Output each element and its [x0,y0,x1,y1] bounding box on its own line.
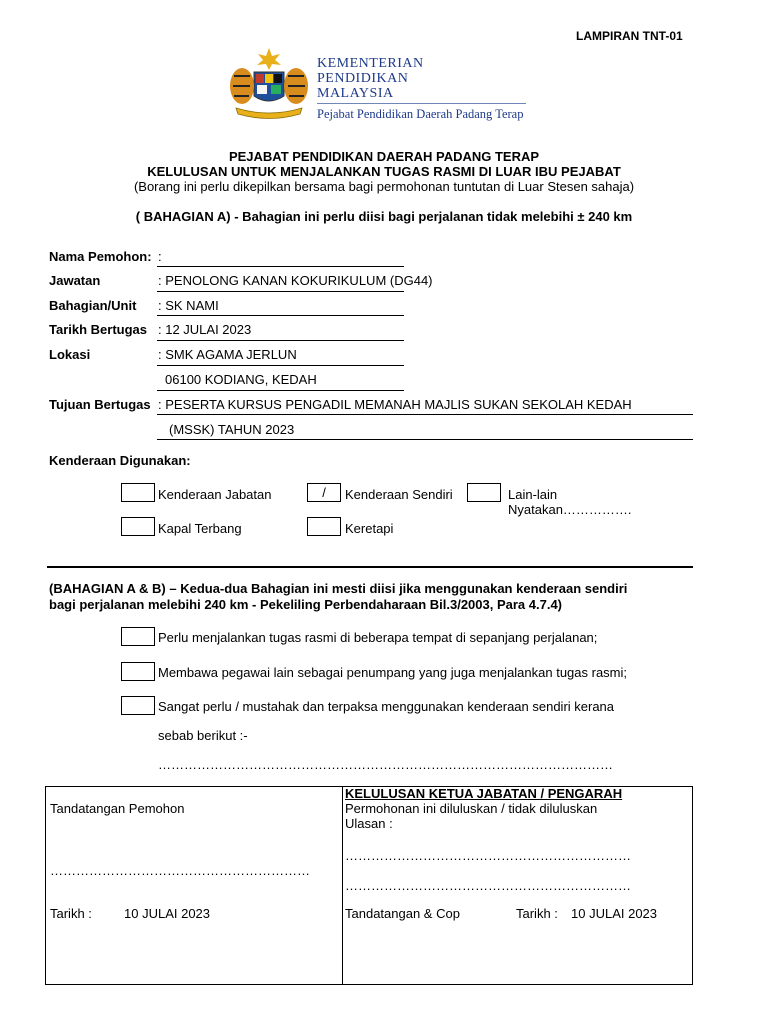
option2-checkbox[interactable] [121,662,155,681]
tarikh-bertugas-field[interactable]: : 12 JULAI 2023 [158,322,252,337]
checkmark: / [322,485,326,500]
approval-status: Permohonan ini diluluskan / tidak diluluskan [345,801,598,816]
vehicle-jabatan-label: Kenderaan Jabatan [158,487,272,502]
tarikh-underline [157,340,404,341]
option3-label: Sangat perlu / mustahak dan terpaksa menggunakan kenderaan sendiri kerana [158,699,615,714]
vehicle-lain-checkbox[interactable] [467,483,501,502]
tujuan-field[interactable]: : PESERTA KURSUS PENGADIL MEMANAH MAJLIS SUKAN SEKOLAH KEDAH [158,397,632,412]
signature-divider [342,787,343,984]
form-subtitle: (Borang ini perlu dikepilkan bersama bagi permohonan tuntutan di Luar Stesen sahaja) [133,179,635,194]
approval-heading: KELULUSAN KETUA JABATAN / PENGARAH [345,786,623,801]
lokasi-underline [157,365,404,366]
lokasi-field-line2[interactable]: 06100 KODIANG, KEDAH [165,372,317,387]
appendix-code: LAMPIRAN TNT-01 [576,29,683,43]
option1-label: Perlu menjalankan tugas rasmi di beberapa tempat di sepanjang perjalanan; [158,630,598,645]
vehicle-lain-specify[interactable]: Nyatakan……………. [508,502,632,517]
option3-checkbox[interactable] [121,696,155,715]
vehicle-jabatan-checkbox[interactable] [121,483,155,502]
section-ab-heading-2: bagi perjalanan melebihi 240 km - Pekeliling Perbendaharaan Bil.3/2003, Para 4.7.4) [49,597,563,612]
approval-remarks-line-2[interactable]: ………………………………………………………… [345,878,631,893]
bahagian-label: Bahagian/Unit [49,298,137,313]
section-a-heading: ( BAHAGIAN A) - Bahagian ini perlu diisi bagi perjalanan tidak melebihi ± 240 km [135,209,633,224]
section-ab-heading: (BAHAGIAN A & B) – Kedua-dua Bahagian ini mesti diisi jika menggunakan kenderaan sendiri [49,581,628,596]
tujuan-label: Tujuan Bertugas [49,397,151,412]
nama-underline [157,266,404,267]
section-divider [47,566,693,568]
ministry-line: PENDIDIKAN [317,71,409,86]
ministry-name [317,56,424,101]
applicant-signature-label: Tandatangan Pemohon [50,801,185,816]
vehicle-heading: Kenderaan Digunakan: [49,453,191,468]
ministry-line: KEMENTERIAN [317,56,424,71]
tujuan-underline-2 [157,439,693,440]
nama-label: Nama Pemohon: [49,249,152,264]
option2-label: Membawa pegawai lain sebagai penumpang yang juga menjalankan tugas rasmi; [158,665,628,680]
bahagian-field[interactable]: : SK NAMI [158,298,219,313]
jawatan-label: Jawatan [49,273,101,288]
approval-remarks-line-1[interactable]: ………………………………………………………… [345,848,631,863]
nama-field[interactable]: : [158,249,162,264]
lokasi-field[interactable]: : SMK AGAMA JERLUN [158,347,297,362]
header-divider [317,103,526,104]
tujuan-underline [157,414,693,415]
vehicle-sendiri-label: Kenderaan Sendiri [345,487,453,502]
jawatan-field[interactable]: : PENOLONG KANAN KOKURIKULUM (DG44) [158,273,433,288]
tarikh-bertugas-label: Tarikh Bertugas [49,322,148,337]
lokasi-underline-2 [157,390,404,391]
tujuan-field-line2[interactable]: (MSSK) TAHUN 2023 [169,422,295,437]
form-title-office: PEJABAT PENDIDIKAN DAERAH PADANG TERAP [228,149,540,164]
approval-date-value[interactable]: 10 JULAI 2023 [571,906,658,921]
ministry-line: MALAYSIA [317,86,394,101]
form-title: KELULUSAN UNTUK MENJALANKAN TUGAS RASMI DI LUAR IBU PEJABAT [147,164,621,179]
vehicle-sendiri-checkbox[interactable] [307,483,341,502]
district-office: Pejabat Pendidikan Daerah Padang Terap [317,107,524,121]
applicant-date-label: Tarikh : [50,906,92,921]
bahagian-underline [157,315,404,316]
vehicle-kapal-label: Kapal Terbang [158,521,242,536]
applicant-date-value[interactable]: 10 JULAI 2023 [124,906,211,921]
option1-checkbox[interactable] [121,627,155,646]
vehicle-kapal-checkbox[interactable] [121,517,155,536]
vehicle-lain-label: Lain-lain [508,487,558,502]
approval-remarks-label: Ulasan : [345,816,393,831]
approval-signature-label: Tandatangan & Cop [345,906,460,921]
vehicle-keretapi-label: Keretapi [345,521,394,536]
jawatan-underline [157,291,404,292]
approval-date-label: Tarikh : [516,906,558,921]
reason-field[interactable]: …………………………………………………………………………………………… [158,757,613,772]
lokasi-label: Lokasi [49,347,91,362]
vehicle-keretapi-checkbox[interactable] [307,517,341,536]
applicant-signature-line[interactable]: …………………………………………………… [50,863,310,878]
reason-label: sebab berikut :- [158,728,248,743]
